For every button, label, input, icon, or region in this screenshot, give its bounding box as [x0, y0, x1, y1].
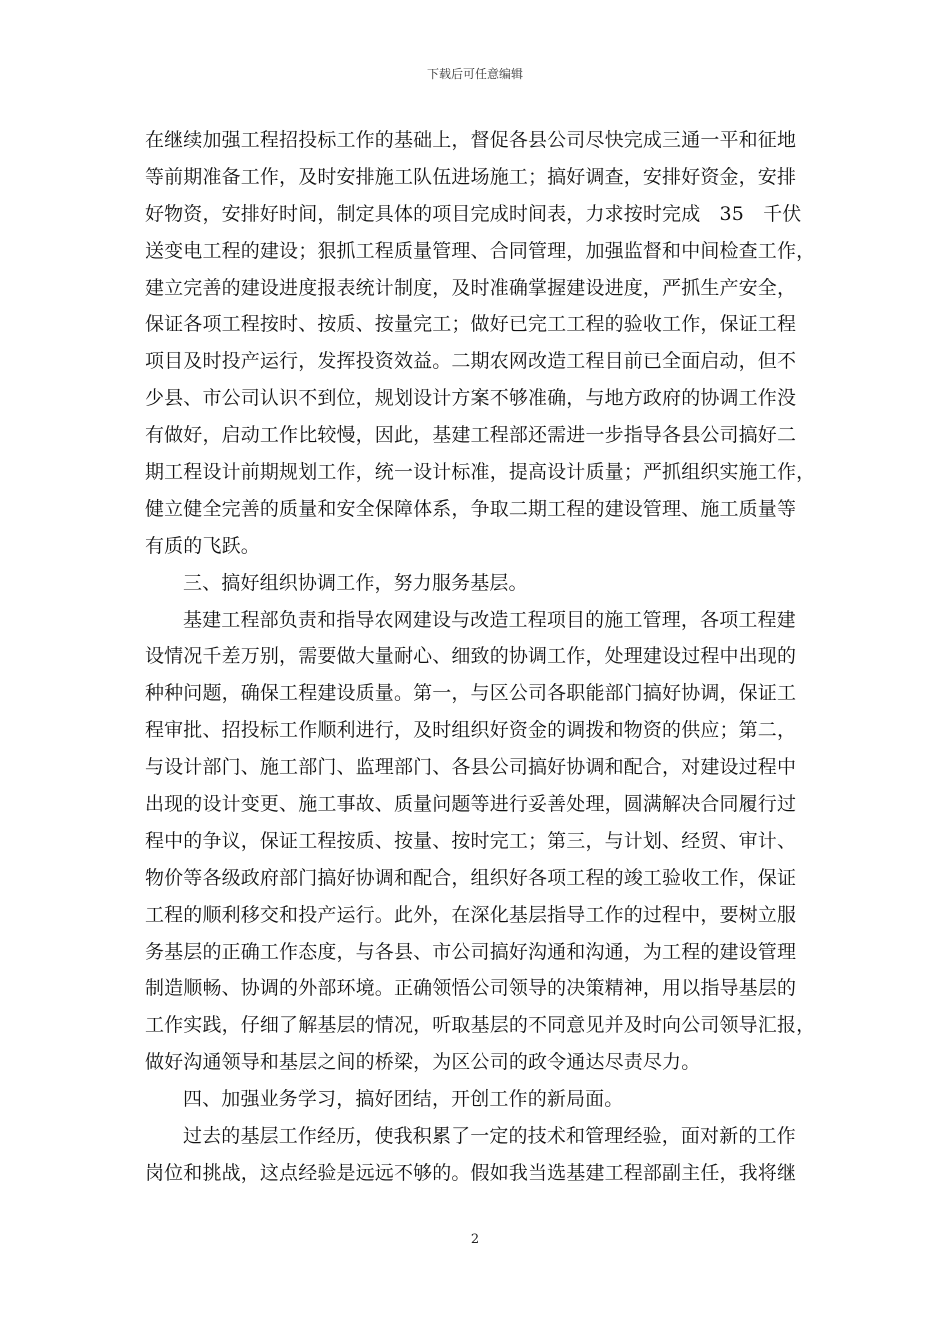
text-line: 工作实践，仔细了解基层的情况，听取基层的不同意见并及时向公司领导汇报， — [145, 1014, 816, 1037]
text-line: 在继续加强工程招投标工作的基础上，督促各县公司尽快完成三通一平和征地 — [145, 129, 797, 151]
text-line: 保证各项工程按时、按质、按量完工；做好已完工工程的验收工作，保证工程 — [145, 313, 797, 336]
text-line: 务基层的正确工作态度，与各县、市公司搞好沟通和沟通，为工程的建设管理 — [145, 940, 797, 963]
text-line: 制造顺畅、协调的外部环境。正确领悟公司领导的决策精神，用以指导基层的 — [145, 977, 797, 1000]
text-line: 过去的基层工作经历，使我积累了一定的技术和管理经验，面对新的工作 — [183, 1125, 796, 1148]
text-line: 基建工程部负责和指导农网建设与改造工程项目的施工管理，各项工程建 — [183, 608, 796, 631]
text-line: 做好沟通领导和基层之间的桥梁，为区公司的政令通达尽责尽力。 — [145, 1051, 701, 1074]
document-body — [145, 122, 816, 1192]
text-line: 少县、市公司认识不到位，规划设计方案不够准确，与地方政府的协调工作没 — [145, 387, 797, 410]
text-line: 岗位和挑战，这点经验是远远不够的。假如我当选基建工程部副主任，我将继 — [145, 1161, 797, 1184]
text-line: 送变电工程的建设；狠抓工程质量管理、合同管理，加强监督和中间检查工作， — [145, 239, 816, 262]
text-line: 好物资，安排好时间，制定具体的项目完成时间表，力求按时完成 35 千伏 — [145, 202, 802, 225]
text-line: 工程的顺利移交和投产运行。此外，在深化基层指导工作的过程中，要树立服 — [145, 903, 797, 926]
text-line: 与设计部门、施工部门、监理部门、各县公司搞好协调和配合，对建设过程中 — [145, 756, 797, 779]
text-line: 程中的争议，保证工程按质、按量、按时完工；第三，与计划、经贸、审计、 — [145, 829, 797, 852]
page-header: 下载后可任意编辑 — [426, 67, 523, 81]
text-line: 设情况千差万别，需要做大量耐心、细致的协调工作，处理建设过程中出现的 — [145, 645, 797, 668]
text-line: 有做好，启动工作比较慢，因此，基建工程部还需进一步指导各县公司搞好二 — [145, 424, 797, 447]
text-line: 程审批、招投标工作顺利进行，及时组织好资金的调拨和物资的供应；第二， — [145, 719, 797, 742]
page-number: 2 — [470, 1232, 480, 1247]
text-line: 期工程设计前期规划工作，统一设计标准，提高设计质量；严抓组织实施工作， — [145, 461, 816, 484]
section-heading: 四、加强业务学习，搞好团结，开创工作的新局面。 — [183, 1088, 624, 1111]
section-heading: 三、搞好组织协调工作，努力服务基层。 — [183, 571, 528, 594]
text-line: 物价等各级政府部门搞好协调和配合，组织好各项工程的竣工验收工作，保证 — [145, 866, 797, 889]
text-line: 项目及时投产运行，发挥投资效益。二期农网改造工程目前已全面启动，但不 — [145, 350, 797, 373]
text-line: 有质的飞跃。 — [145, 534, 260, 557]
text-line: 等前期准备工作，及时安排施工队伍进场施工；搞好调查，安排好资金，安排 — [145, 165, 797, 188]
text-line: 建立完善的建设进度报表统计制度，及时准确掌握建设进度，严抓生产安全， — [145, 276, 797, 299]
text-line: 出现的设计变更、施工事故、质量问题等进行妥善处理，圆满解决合同履行过 — [145, 793, 797, 816]
text-line: 种种问题，确保工程建设质量。第一，与区公司各职能部门搞好协调，保证工 — [145, 682, 797, 705]
text-line: 健立健全完善的质量和安全保障体系，争取二期工程的建设管理、施工质量等 — [145, 497, 797, 520]
